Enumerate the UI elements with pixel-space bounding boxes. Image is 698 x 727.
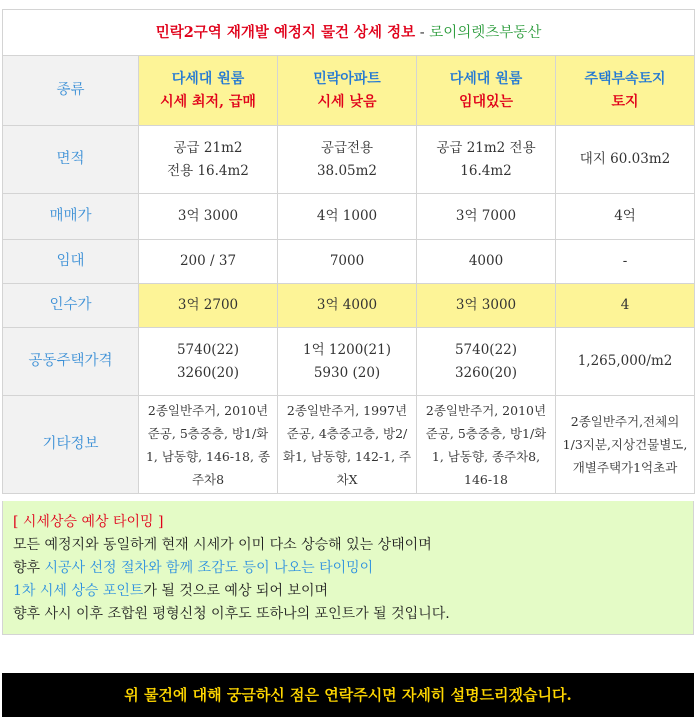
area-line: 전용 16.4m2 bbox=[167, 162, 249, 179]
cell-public-price-3 bbox=[417, 328, 556, 396]
label-sale-price: 매매가 bbox=[3, 194, 139, 240]
row-takeover bbox=[3, 284, 695, 328]
cell-public-price-2 bbox=[278, 328, 417, 396]
cell-sale-price-2: 4억 1000 bbox=[278, 194, 417, 240]
type-name: 주택부속토지 bbox=[584, 70, 666, 87]
type-note: 시세 낮음 bbox=[317, 93, 377, 110]
row-rent bbox=[3, 240, 695, 284]
type-name: 다세대 원룸 bbox=[171, 70, 245, 87]
label-other: 기타정보 bbox=[3, 396, 139, 494]
timing-line-2-highlight: 시공사 선정 절차와 함께 조감도 등이 나오는 타이밍이 bbox=[44, 560, 374, 576]
area-line: 대지 60.03m2 bbox=[579, 151, 671, 167]
cell-sale-price-4: 4억 bbox=[556, 194, 695, 240]
cell-takeover-2: 3억 4000 bbox=[278, 284, 417, 328]
cell-area-4 bbox=[556, 126, 695, 194]
cell-type-2 bbox=[278, 56, 417, 126]
cell-type-3 bbox=[417, 56, 556, 126]
type-note: 토지 bbox=[611, 93, 639, 110]
label-area: 면적 bbox=[3, 126, 139, 194]
area-line: 38.05m2 bbox=[316, 162, 378, 179]
public-price-line: 3260(20) bbox=[176, 364, 240, 381]
timing-line-2 bbox=[13, 557, 683, 580]
public-price-line: 5930 (20) bbox=[313, 364, 381, 381]
type-name: 민락아파트 bbox=[313, 70, 381, 87]
property-table bbox=[2, 9, 695, 494]
area-line: 공급 21m2 bbox=[173, 139, 243, 156]
cell-other-2: 2종일반주거, 1997년준공, 4층중고층, 방2/화1, 남동향, 142-1, 주차X bbox=[278, 396, 417, 494]
timing-line-3-suffix: 가 될 것으로 예상 되어 보이며 bbox=[143, 583, 328, 599]
cell-rent-4: - bbox=[556, 240, 695, 284]
cell-public-price-1 bbox=[139, 328, 278, 396]
cell-other-3: 2종일반주거, 2010년준공, 5층중층, 방1/화1, 남동향, 종주차8, 146-18 bbox=[417, 396, 556, 494]
cell-takeover-3: 3억 3000 bbox=[417, 284, 556, 328]
cell-type-1 bbox=[139, 56, 278, 126]
cell-public-price-4 bbox=[556, 328, 695, 396]
cell-sale-price-1: 3억 3000 bbox=[139, 194, 278, 240]
row-public-price bbox=[3, 328, 695, 396]
cell-other-1: 2종일반주거, 2010년준공, 5층중층, 방1/화1, 남동향, 146-18, 종주차8 bbox=[139, 396, 278, 494]
public-price-line: 1억 1200(21) bbox=[303, 341, 391, 358]
row-type bbox=[3, 56, 695, 126]
area-line: 16.4m2 bbox=[460, 162, 512, 179]
cell-rent-1: 200 / 37 bbox=[139, 240, 278, 284]
timing-title: [ 시세상승 예상 타이밍 ] bbox=[13, 514, 164, 530]
row-sale-price bbox=[3, 194, 695, 240]
header-row bbox=[3, 10, 695, 56]
contact-banner: 위 물건에 대해 궁금하신 점은 연락주시면 자세히 설명드리겠습니다. bbox=[2, 673, 694, 717]
label-type: 종류 bbox=[3, 56, 139, 126]
table-header bbox=[3, 10, 695, 56]
public-price-line: 5740(22) bbox=[454, 341, 518, 358]
cell-type-4 bbox=[556, 56, 695, 126]
type-name: 다세대 원룸 bbox=[449, 70, 523, 87]
row-area bbox=[3, 126, 695, 194]
timing-line-1: 모든 예정지와 동일하게 현재 시세가 이미 다소 상승해 있는 상태이며 bbox=[13, 537, 432, 553]
public-price-line: 3260(20) bbox=[454, 364, 518, 381]
agency-name: 로이의렛츠부동산 bbox=[429, 24, 542, 41]
timing-line-4: 향후 사시 이후 조합원 평형신청 이후도 또하나의 포인트가 될 것입니다. bbox=[13, 606, 450, 622]
cell-takeover-4: 4 bbox=[556, 284, 695, 328]
page-title: 민락2구역 재개발 예정지 물건 상세 정보 bbox=[155, 23, 416, 41]
cell-takeover-1: 3억 2700 bbox=[139, 284, 278, 328]
label-public-price: 공동주택가격 bbox=[3, 328, 139, 396]
cell-other-4: 2종일반주거,전체의 1/3지분,지상건물별도, 개별주택가1억초과 bbox=[556, 396, 695, 494]
timing-line-2-prefix: 향후 bbox=[13, 560, 45, 576]
public-price-line: 1,265,000/m2 bbox=[577, 353, 673, 369]
cell-area-1 bbox=[139, 126, 278, 194]
timing-line-3-highlight: 1차 시세 상승 포인트 bbox=[13, 583, 144, 599]
timing-box bbox=[2, 501, 694, 635]
cell-sale-price-3: 3억 7000 bbox=[417, 194, 556, 240]
cell-area-3 bbox=[417, 126, 556, 194]
cell-rent-2: 7000 bbox=[278, 240, 417, 284]
title-separator: - bbox=[415, 24, 430, 41]
area-line: 공급 21m2 전용 bbox=[436, 139, 536, 156]
cell-rent-3: 4000 bbox=[417, 240, 556, 284]
label-rent: 임대 bbox=[3, 240, 139, 284]
public-price-line: 5740(22) bbox=[176, 341, 240, 358]
cell-area-2 bbox=[278, 126, 417, 194]
type-note: 시세 최저, 급매 bbox=[160, 93, 256, 110]
row-other-info bbox=[3, 396, 695, 494]
type-note: 임대있는 bbox=[458, 93, 514, 110]
label-takeover: 인수가 bbox=[3, 284, 139, 328]
area-line: 공급전용 bbox=[320, 139, 374, 156]
timing-line-3 bbox=[13, 580, 683, 603]
